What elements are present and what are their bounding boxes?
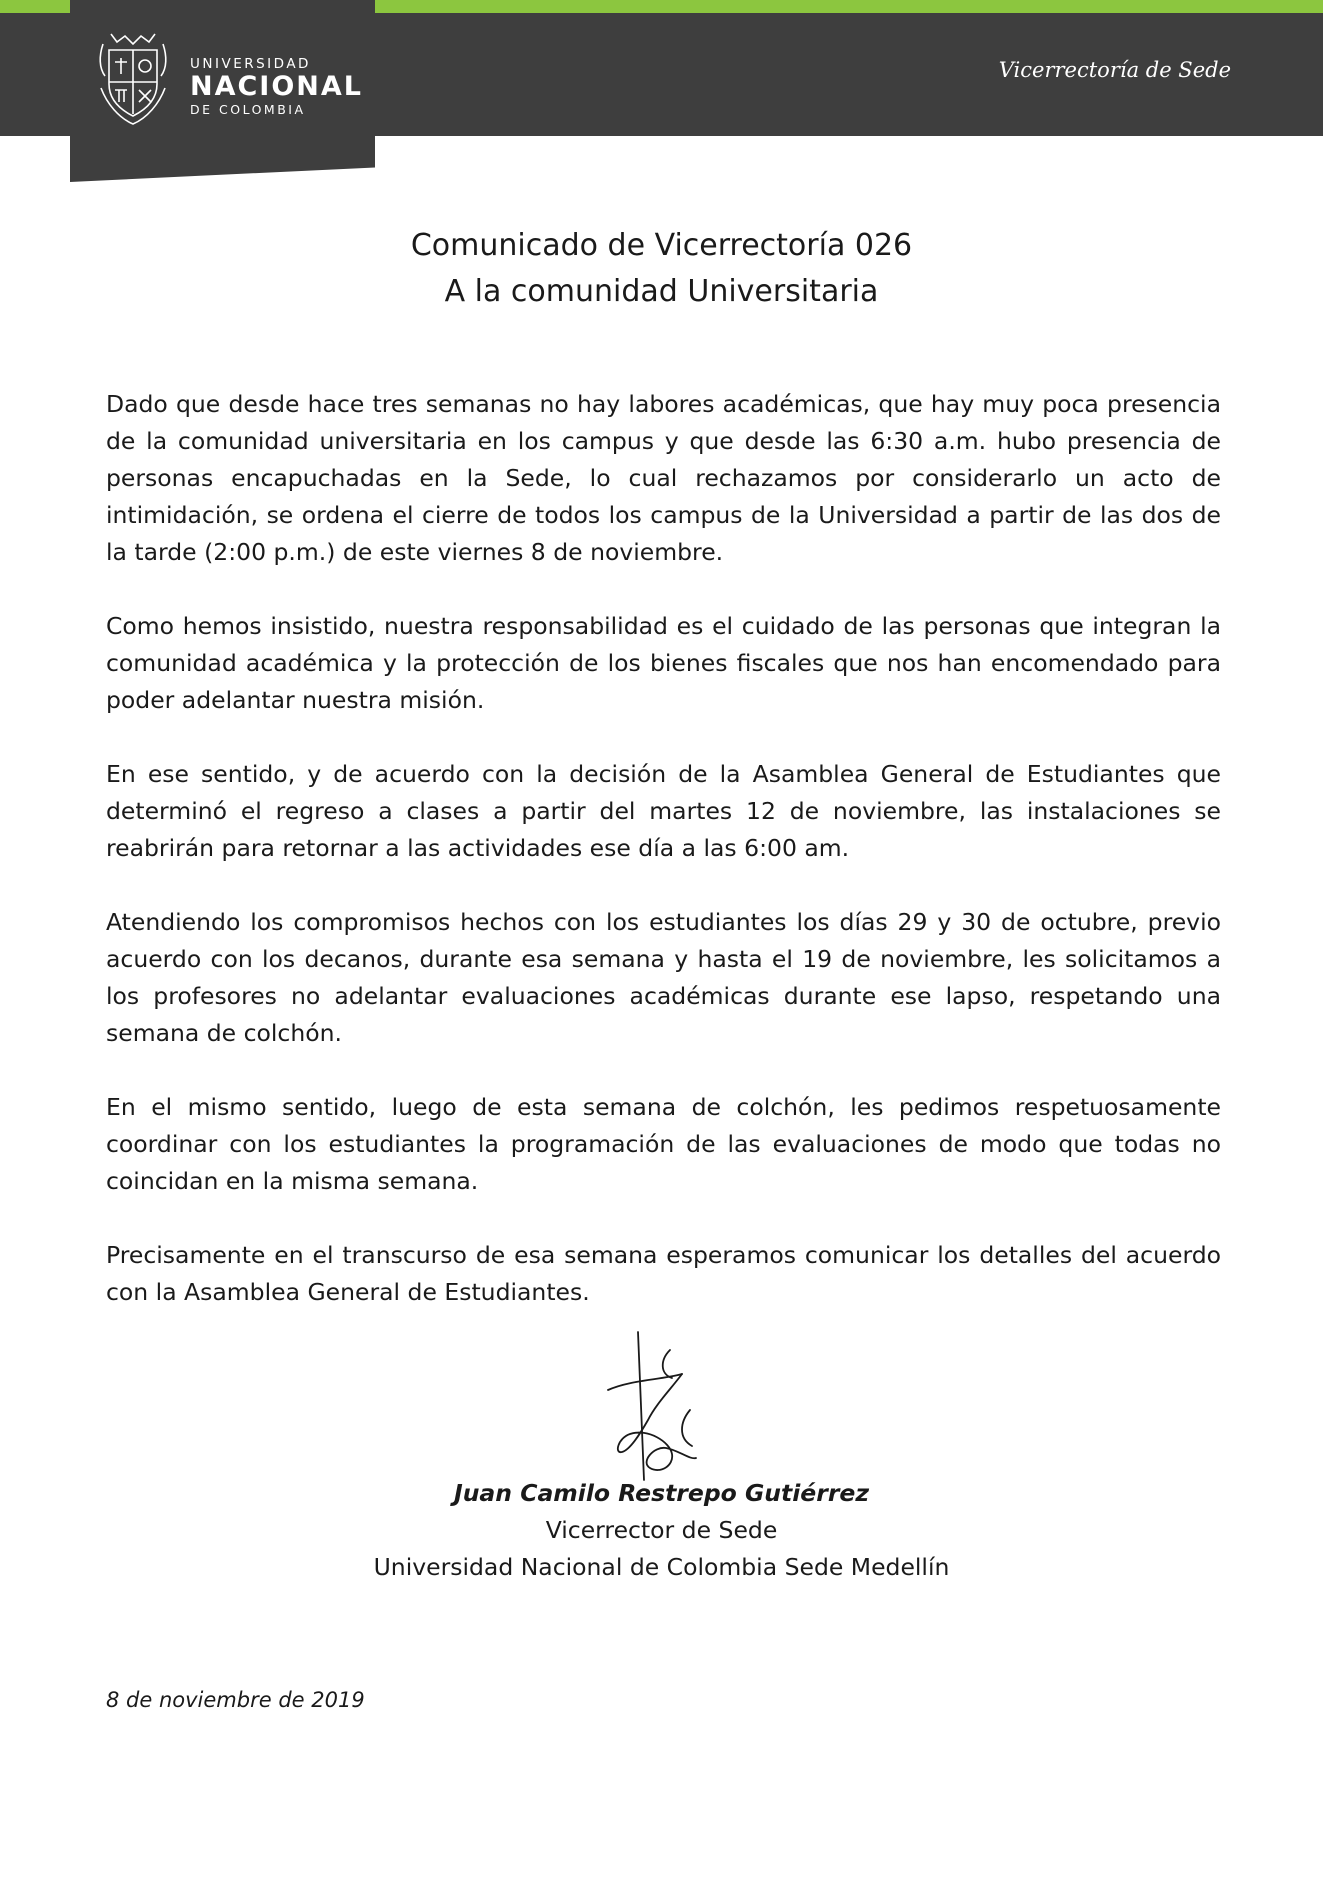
title-line-1: Comunicado de Vicerrectoría 026 (410, 228, 913, 263)
paragraph-4: Atendiendo los compromisos hechos con los estudiantes los días 29 y 30 de octubre, previo acuerdo con los decanos, durante esa semana y hasta el 19 de noviembre, les solicitamos a los profesores no adelantar evaluaciones académicas durante ese lapso, respetando una semana de colchón. (106, 908, 1221, 1047)
title-line-2: A la comunidad Universitaria (444, 274, 879, 309)
paragraph-6: Precisamente en el transcurso de esa semana esperamos comunicar los detalles del acuerdo con la Asamblea General de Estudiantes. (106, 1241, 1221, 1306)
signer-name: Juan Camilo Restrepo Gutiérrez (453, 1479, 870, 1507)
paragraph-3: En ese sentido, y de acuerdo con la decisión de la Asamblea General de Estudiantes que determinó el regreso a clases a partir del martes 12 de noviembre, las instalaciones se reabrirán para retornar a las actividades ese día a las 6:00 am. (106, 760, 1221, 862)
document-body (106, 386, 1221, 1348)
logo-line-de-colombia: DE COLOMBIA (190, 102, 306, 117)
logo-line-universidad: UNIVERSIDAD (190, 56, 311, 72)
header-department-label: Vicerrectoría de Sede (998, 58, 1231, 82)
paragraph-2: Como hemos insistido, nuestra responsabilidad es el cuidado de las personas que integran la comunidad académica y la protección de los bienes fiscales que nos han encomendado para poder adelantar nuestra misión. (106, 612, 1221, 714)
document-date: 8 de noviembre de 2019 (106, 1688, 365, 1712)
logo-line-nacional: NACIONAL (190, 71, 364, 102)
signer-institution: Universidad Nacional de Colombia Sede Medellín (373, 1553, 950, 1581)
handwritten-signature (600, 1330, 720, 1490)
document-title (0, 223, 1323, 315)
university-logo-text (190, 56, 363, 118)
signer-role: Vicerrector de Sede (545, 1516, 778, 1544)
signature-block (0, 1475, 1323, 1586)
paragraph-5: En el mismo sentido, luego de esta semana de colchón, les pedimos respetuosamente coordinar con los estudiantes la programación de las evaluaciones de modo que todas no coincidan en la misma semana. (106, 1093, 1221, 1195)
coat-of-arms-icon (95, 28, 171, 128)
paragraph-1: Dado que desde hace tres semanas no hay labores académicas, que hay muy poca presencia de la comunidad universitaria en los campus y que desde las 6:30 a.m. hubo presencia de personas encapuchadas en la Sede, lo cual rechazamos por considerarlo un acto de intimidación, se ordena el cierre de todos los campus de la Universidad a partir de las dos de la tarde (2:00 p.m.) de este viernes 8 de noviembre. (106, 390, 1221, 566)
